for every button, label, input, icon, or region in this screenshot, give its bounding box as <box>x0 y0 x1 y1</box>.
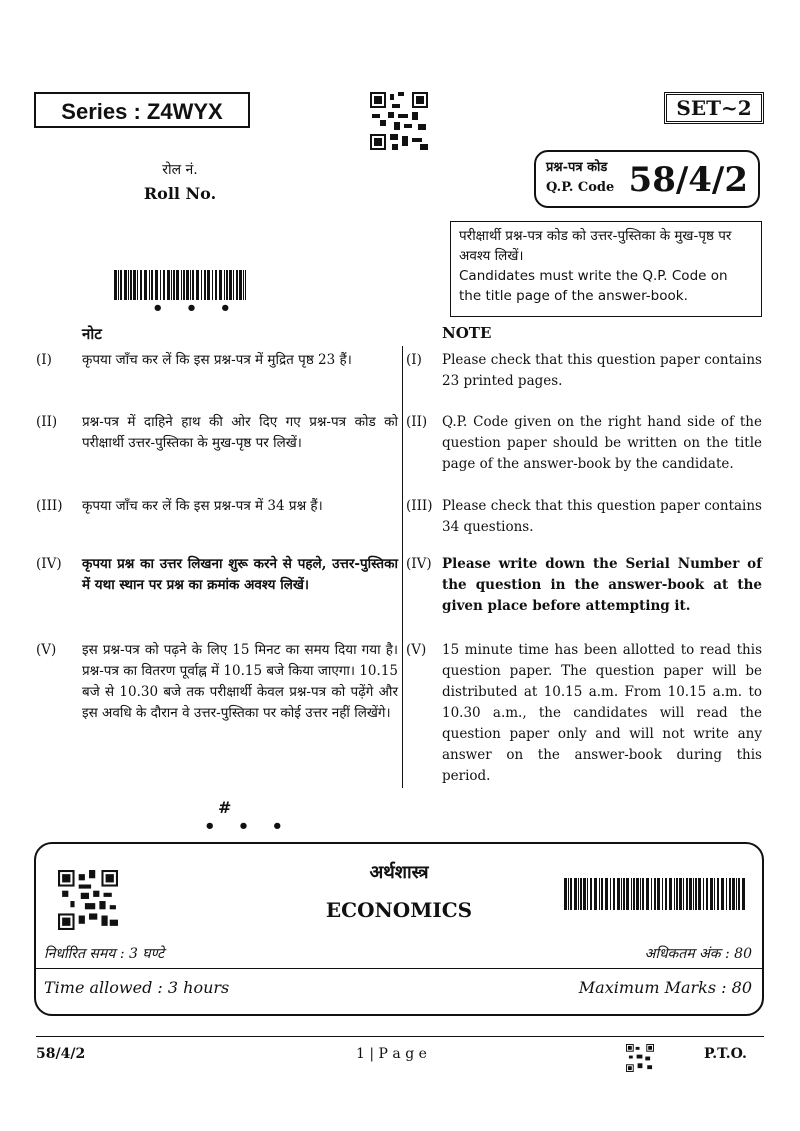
subject-title-en: ECONOMICS <box>325 898 473 922</box>
qp-label-en: Q.P. Code <box>546 180 615 195</box>
qp-code-value: 58/4/2 <box>628 160 748 200</box>
series-label: Series : Z4WYX <box>34 92 250 128</box>
candidates-note-hi: परीक्षार्थी प्रश्न-पत्र कोड को उत्तर-पुस्तिका के मुख-पृष्ठ पर अवश्य लिखें। <box>459 228 732 264</box>
note-item-hi-5: (V) इस प्रश्न-पत्र को पढ़ने के लिए 15 मिनट का समय दिया गया है। प्रश्न-पत्र का वितरण पूर्वाह्न में 10.15 बजे किया जाएगा। 10.15 बजे से 10.30 बजे तक परीक्षार्थी केवल प्रश्न-पत्र को पढ़ेंगे और इस अवधि के दौरान वे उत्तर-पुस्तिका पर कोई उत्तर नहीं लिखेंगे। <box>36 642 398 721</box>
roll-label-en: Roll No. <box>143 184 217 203</box>
note-item-hi-2: (II) प्रश्न-पत्र में दाहिने हाथ की ओर दिए गए प्रश्न-पत्र कोड को परीक्षार्थी उत्तर-पुस्तिका के मुख-पृष्ठ पर लिखें। <box>36 414 398 451</box>
note-title-en: NOTE <box>442 324 492 342</box>
footer-code: 58/4/2 <box>36 1046 86 1062</box>
time-allowed-en: Time allowed : 3 hours <box>44 978 230 997</box>
note-item-hi-1: (I) कृपया जाँच कर लें कि इस प्रश्न-पत्र में मुद्रित पृष्ठ 23 हैं। <box>36 352 352 368</box>
barcode-subject <box>564 878 746 910</box>
hash-mark: # <box>218 798 232 817</box>
roll-number-label <box>120 158 240 206</box>
dots-top: • • • <box>152 298 240 319</box>
candidates-instruction-box <box>450 221 762 317</box>
dots-middle: • • • <box>204 816 292 837</box>
max-marks-hi: अधिकतम अंक : 80 <box>644 946 752 962</box>
footer-page-number: 1 | P a g e <box>356 1046 427 1062</box>
qr-code-footer <box>626 1044 654 1072</box>
roll-label-hi: रोल नं. <box>162 162 198 178</box>
qp-label-hi: प्रश्न-पत्र कोड <box>546 160 608 175</box>
note-item-hi-3: (III) कृपया जाँच कर लें कि इस प्रश्न-पत्र में 34 प्रश्न हैं। <box>36 498 323 514</box>
subject-divider <box>36 968 762 969</box>
set-label: SET~2 <box>664 92 764 124</box>
candidates-note-en: Candidates must write the Q.P. Code on the title page of the answer-book. <box>459 268 728 304</box>
qr-code-top <box>370 92 428 150</box>
subject-title-hi: अर्थशास्त्र <box>369 862 429 883</box>
qp-code-box <box>534 150 760 208</box>
footer-pto: P.T.O. <box>704 1046 747 1062</box>
time-allowed-hi: निर्धारित समय : 3 घण्टे <box>44 946 165 962</box>
footer-rule <box>36 1036 764 1037</box>
column-divider <box>402 346 403 788</box>
subject-box <box>34 842 764 1016</box>
barcode-top <box>114 270 246 300</box>
note-item-hi-4: (IV) कृपया प्रश्न का उत्तर लिखना शुरू करने से पहले, उत्तर-पुस्तिका में यथा स्थान पर प्रश्न का क्रमांक अवश्य लिखें। <box>36 556 398 593</box>
max-marks-en: Maximum Marks : 80 <box>578 978 752 997</box>
qp-code-label <box>546 158 614 198</box>
note-title-hi: नोट <box>82 325 102 343</box>
